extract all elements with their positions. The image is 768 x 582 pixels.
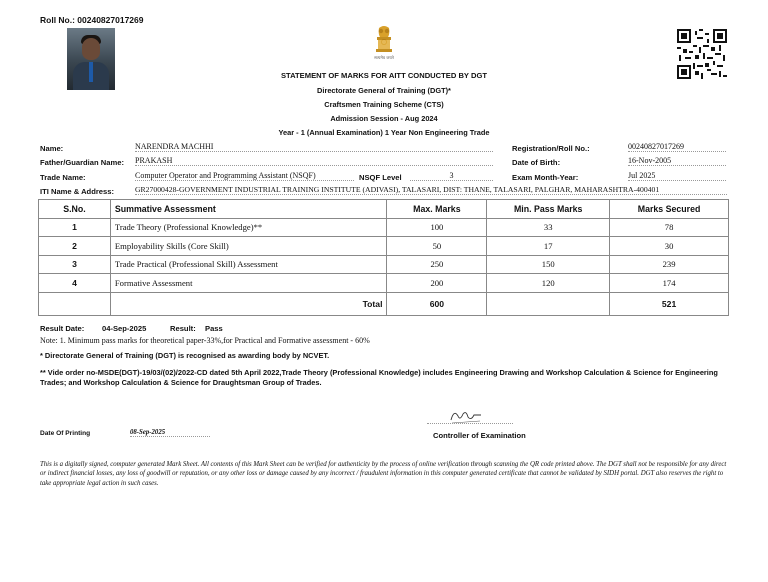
sno-cell: 1	[39, 218, 111, 237]
sno-cell: 4	[39, 274, 111, 293]
year-title: Year - 1 (Annual Examination) 1 Year Non Engineering Trade	[278, 128, 490, 137]
total-label: Total	[110, 292, 387, 315]
trade-label: Trade Name:	[40, 173, 86, 182]
assessment-cell: Formative Assessment	[110, 274, 387, 293]
max-marks-header: Max. Marks	[387, 200, 487, 219]
printing-date: 08-Sep-2025	[130, 429, 210, 437]
note-ncvet: * Directorate General of Training (DGT) is recognised as awarding body by NCVET.	[40, 351, 330, 360]
empty-cell	[39, 292, 111, 315]
signature-line	[427, 423, 513, 424]
assessment-cell: Trade Practical (Professional Skill) Assessment	[110, 255, 387, 274]
min-pass-cell: 33	[487, 218, 610, 237]
total-max-marks: 600	[387, 292, 487, 315]
max-marks-cell: 200	[387, 274, 487, 293]
scheme-title: Craftsmen Training Scheme (CTS)	[324, 100, 444, 109]
table-header-row	[39, 200, 729, 219]
table-row	[39, 237, 729, 256]
nsqf-label: NSQF Level	[359, 173, 402, 182]
marks-secured-header: Marks Secured	[610, 200, 729, 219]
min-pass-cell: 17	[487, 237, 610, 256]
exam-month-label: Exam Month-Year:	[512, 173, 579, 182]
iti-name-address: GR27000428-GOVERNMENT INDUSTRIAL TRAINING INSTITUTE (ADIVASI), TALASARI, DIST: THANE, TALASARI, PALGHAR, MAHARASHTRA-400401	[135, 185, 727, 195]
dob-label: Date of Birth:	[512, 158, 561, 167]
total-row	[39, 292, 729, 315]
father-name: PRAKASH	[135, 156, 493, 166]
date-of-birth: 16-Nov-2005	[628, 156, 726, 166]
statement-title: STATEMENT OF MARKS FOR AITT CONDUCTED BY DGT	[280, 71, 487, 80]
disclaimer-text: This is a digitally signed, computer generated Mark Sheet. All contents of this Mark Sheet can be verified for authenticity by the process of online verification through scanning the QR code printed above. The DGT shall not be responsible for any direct or indirect financial losses, any loss of goodwill or reputation, or any other loss or damage caused by any incorrect / fraudulent information in this computer generated certificate that cannot be validated by SIDH portal. DGT also reserves the right to take appropriate legal action in such cases.	[40, 461, 727, 487]
nsqf-level: 3	[410, 171, 493, 181]
roll-number-header: Roll No.: 00240827017269	[40, 15, 144, 25]
marks-secured-cell: 78	[610, 218, 729, 237]
marks-table	[38, 199, 729, 316]
sno-cell: 3	[39, 255, 111, 274]
candidate-photo	[67, 28, 115, 90]
session-title: Admission Session - Aug 2024	[330, 114, 438, 123]
iti-label: ITI Name & Address:	[40, 187, 114, 196]
dgt-title: Directorate General of Training (DGT)*	[317, 86, 451, 95]
national-emblem-icon	[370, 24, 398, 62]
candidate-name: NARENDRA MACHHI	[135, 142, 493, 152]
registration-label: Registration/Roll No.:	[512, 144, 590, 153]
marks-secured-cell: 239	[610, 255, 729, 274]
verification-qr-code[interactable]	[677, 29, 727, 79]
table-row	[39, 274, 729, 293]
result-value: Pass	[205, 324, 223, 333]
assessment-cell: Trade Theory (Professional Knowledge)**	[110, 218, 387, 237]
sno-cell: 2	[39, 237, 111, 256]
max-marks-cell: 250	[387, 255, 487, 274]
registration-number: 00240827017269	[628, 142, 726, 152]
total-marks-secured: 521	[610, 292, 729, 315]
result-date-label: Result Date:	[40, 324, 85, 333]
name-label: Name:	[40, 144, 64, 153]
empty-cell	[487, 292, 610, 315]
sno-header: S.No.	[39, 200, 111, 219]
min-pass-cell: 150	[487, 255, 610, 274]
printing-date-label: Date Of Printing	[40, 430, 91, 437]
max-marks-cell: 100	[387, 218, 487, 237]
father-label: Father/Guardian Name:	[40, 158, 124, 167]
marks-secured-cell: 30	[610, 237, 729, 256]
result-label: Result:	[170, 324, 196, 333]
min-pass-cell: 120	[487, 274, 610, 293]
note-pass-marks: Note: 1. Minimum pass marks for theoretical paper-33%,for Practical and Formative assessment - 60%	[40, 336, 370, 345]
emblem-caption: सत्यमेव जयते	[374, 55, 394, 60]
assessment-header: Summative Assessment	[110, 200, 387, 219]
marks-secured-cell: 174	[610, 274, 729, 293]
result-date: 04-Sep-2025	[102, 324, 147, 333]
trade-name: Computer Operator and Programming Assistant (NSQF)	[135, 171, 354, 181]
max-marks-cell: 50	[387, 237, 487, 256]
table-row	[39, 255, 729, 274]
exam-month-year: Jul 2025	[628, 171, 726, 181]
controller-of-examination: Controller of Examination	[433, 431, 526, 440]
note-msde-order: ** Vide order no-MSDE(DGT)-19/03/(02)/2022-CD dated 5th April 2022,Trade Theory (Professional Knowledge) includes Engineering Drawing and Workshop Calculation & Science for Engineering Trades; and Workshop Calculation & Science for Draughtsman Group of Trades.	[40, 368, 718, 387]
table-row	[39, 218, 729, 237]
min-pass-header: Min. Pass Marks	[487, 200, 610, 219]
assessment-cell: Employability Skills (Core Skill)	[110, 237, 387, 256]
